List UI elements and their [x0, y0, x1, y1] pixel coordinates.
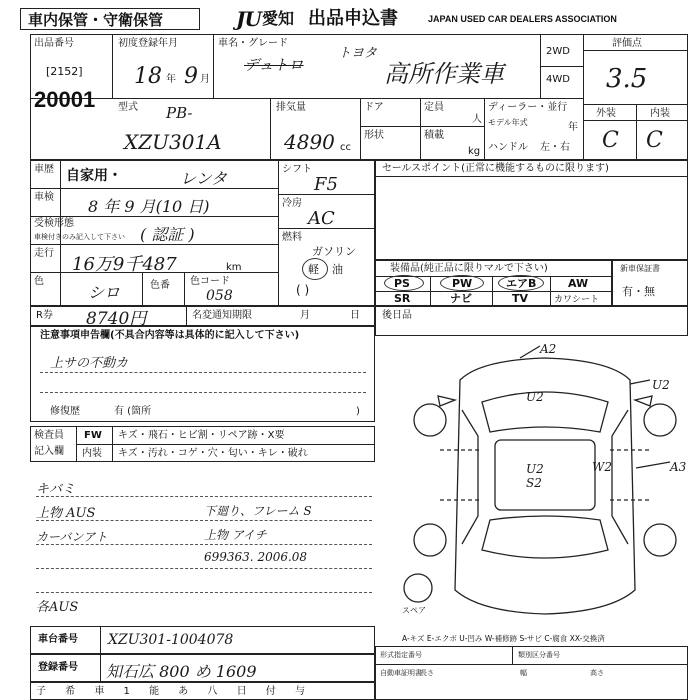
- notes-text: 上サの不動カ: [50, 356, 129, 371]
- fuel-oil: 油: [332, 263, 343, 276]
- diagram-mark-a2: A2: [540, 342, 557, 356]
- history-label: 車歴: [34, 164, 54, 175]
- rating-score: 3.5: [606, 64, 648, 94]
- notice-month: 月: [300, 310, 310, 321]
- insp-line-4: カーバンアト: [36, 530, 108, 544]
- cc-label: cc: [340, 142, 351, 153]
- after-items-box: [375, 306, 688, 336]
- equip-tv: TV: [512, 292, 529, 305]
- lot-code: [2152]: [46, 65, 83, 78]
- drive-2wd: 2WD: [546, 46, 570, 57]
- fuel-light: 軽: [308, 263, 319, 276]
- equip-sr: SR: [394, 292, 411, 305]
- diagram-mark-u2s2: U2 S2: [526, 462, 544, 490]
- repair-label: 修復歴: [50, 406, 80, 417]
- person-label: 人: [472, 114, 482, 125]
- cert-width-label: 幅: [520, 669, 527, 677]
- fuel-label: 燃料: [282, 232, 302, 243]
- dealer-label: ディーラー・並行: [488, 102, 568, 113]
- equip-ps-circle: [384, 275, 424, 291]
- cert-length-label: 長さ: [420, 669, 434, 677]
- reg-year-label: 年: [166, 74, 176, 85]
- equipment-label: 装備品(純正品に限りマルで下さい): [390, 263, 548, 274]
- car-name-label: 車名・グレード: [218, 38, 288, 49]
- mileage-label: 走行: [34, 248, 54, 259]
- car-name-struck: デュトロ: [244, 56, 304, 74]
- equip-ps: PS: [394, 277, 410, 290]
- equip-aw: AW: [568, 277, 589, 290]
- drive-4wd: 4WD: [546, 74, 570, 85]
- shift-value: F5: [314, 174, 338, 195]
- diagram-mark-u2-top: U2: [526, 390, 544, 404]
- notice-label: 名変通知期限: [192, 310, 252, 321]
- model-value: XZU301A: [124, 130, 222, 154]
- history-rental: レンタ: [180, 169, 227, 188]
- color-label: 色: [34, 276, 44, 287]
- receipt-value: ( 認証 ): [140, 225, 195, 244]
- cert-form-label: 形式指定番号: [380, 651, 422, 659]
- exterior-label: 外装: [596, 108, 616, 119]
- displacement-value: 4890: [284, 130, 335, 154]
- color-value: シロ: [88, 283, 121, 302]
- rating-label: 評価点: [612, 38, 642, 49]
- warranty-label: 新車保証書: [620, 264, 660, 273]
- first-reg-label: 初度登録年月: [118, 38, 178, 49]
- notes-label: 注意事項申告欄(不具合内容等は具体的に記入して下さい): [40, 330, 300, 341]
- interior-grade: C: [646, 128, 663, 153]
- insp-line-2: 上物 AUS: [36, 506, 96, 521]
- repair-close: ): [356, 406, 360, 417]
- reg-month: 9: [184, 64, 198, 89]
- model-year-label: モデル年式: [488, 118, 528, 127]
- equip-pw: PW: [452, 277, 473, 290]
- lot-number-label: 出品番号: [34, 38, 74, 49]
- exterior-grade: C: [602, 128, 619, 153]
- handle-options: 左・右: [540, 142, 570, 153]
- inspector-label-2: 記入欄: [34, 446, 64, 457]
- diagram-mark-a3: A3: [670, 460, 687, 474]
- association-name: JAPAN USED CAR DEALERS ASSOCIATION: [428, 14, 617, 24]
- fuel-paren: ( ): [296, 283, 310, 297]
- interior-label: 内装: [650, 108, 670, 119]
- fw-items: キズ・飛石・ヒビ割・リペア跡・X要: [118, 430, 285, 441]
- handle-label: ハンドル: [488, 142, 528, 153]
- door-label: ドア: [364, 102, 384, 113]
- recycle-value: 8740円: [86, 309, 147, 329]
- spare-label: スペア: [402, 606, 426, 615]
- ac-label: 冷房: [282, 198, 302, 209]
- ju-logo: JU: [236, 7, 261, 31]
- equip-leather: カワシート: [554, 295, 600, 305]
- interior-insp-label: 内装: [82, 448, 102, 459]
- equip-navi: ナビ: [450, 292, 472, 305]
- insp-line-5: 上物 アイチ: [204, 528, 267, 542]
- after-items-label: 後日品: [382, 310, 412, 321]
- color-no-label: 色番: [150, 280, 170, 291]
- bottom-row-text: 子 希 車 1 能 あ 八 日 付 与: [36, 686, 313, 697]
- ac-value: AC: [308, 208, 335, 229]
- insp-line-1: キバミ: [36, 482, 76, 497]
- reg-year: 18: [134, 64, 162, 89]
- inspection-value: 8 年 9 月(10 日): [88, 197, 210, 216]
- insp-line-7: 各AUS: [36, 600, 79, 615]
- car-maker: トヨタ: [338, 46, 378, 61]
- equip-airbag-circle: [498, 275, 544, 291]
- insp-line-6: 699363. 2006.08: [204, 550, 308, 564]
- chassis-label: 車台番号: [38, 634, 78, 645]
- load-label: 積載: [424, 130, 444, 141]
- model-prefix: PB-: [166, 104, 193, 122]
- shape-label: 形状: [364, 130, 384, 141]
- shift-label: シフト: [282, 164, 312, 175]
- year-suffix: 年: [568, 122, 578, 133]
- color-code-label: 色コード: [190, 276, 230, 287]
- reg-month-label: 月: [200, 74, 210, 85]
- color-code: 058: [206, 288, 233, 304]
- inspection-label: 車検: [34, 192, 54, 203]
- equip-airbag: エアB: [506, 277, 537, 290]
- inspector-label-1: 検査員: [34, 430, 64, 441]
- damage-legend: A-キズ E-エクボ U-凹み W-補修跡 S-サビ C-腐食 XX-交換済: [402, 634, 605, 643]
- recycle-label: R券: [36, 310, 53, 321]
- fw-label: FW: [84, 430, 102, 441]
- capacity-label: 定員: [424, 102, 444, 113]
- kg-label: kg: [468, 146, 481, 157]
- displacement-label: 排気量: [276, 102, 306, 113]
- model-label: 型式: [118, 102, 138, 113]
- plate-label: 登録番号: [38, 662, 78, 673]
- equip-pw-circle: [440, 275, 484, 291]
- receipt-label: 受検形態: [34, 218, 74, 229]
- warranty-options: 有・無: [622, 285, 655, 298]
- lot-number: 20001: [34, 87, 96, 112]
- chassis-value: XZU301-1004078: [108, 632, 234, 648]
- receipt-note: 車検付きのみ記入して下さい: [34, 233, 125, 241]
- fuel-gas: ガソリン: [312, 245, 356, 258]
- sales-points-box: [375, 160, 688, 260]
- cert-vehicle-label: 自動車証明書: [380, 669, 422, 677]
- insp-line-3: 下廻り、フレーム S: [204, 504, 312, 518]
- org-name: 愛知: [262, 9, 295, 28]
- storage-label: 車内保管・守衛保管: [28, 11, 164, 29]
- repair-value: 有 (箇所: [114, 406, 152, 417]
- mileage-value: 16万9千487: [72, 254, 177, 275]
- cert-height-label: 高さ: [590, 669, 604, 677]
- diagram-mark-w2: W2: [592, 460, 612, 474]
- car-grade: 高所作業車: [384, 60, 504, 88]
- form-title: 出品申込書: [308, 8, 398, 29]
- sales-points-label: セールスポイント(正常に機能するものに限ります): [382, 163, 609, 174]
- notice-day: 日: [350, 310, 360, 321]
- cert-class-label: 類別区分番号: [518, 651, 560, 659]
- interior-insp-items: キズ・汚れ・コゲ・穴・匂い・キレ・破れ: [118, 448, 308, 459]
- history-value: 自家用・: [66, 168, 122, 184]
- km-label: km: [226, 262, 242, 273]
- plate-value: 知石広 800 め 1609: [106, 662, 257, 681]
- diagram-mark-u2-right: U2: [652, 378, 670, 392]
